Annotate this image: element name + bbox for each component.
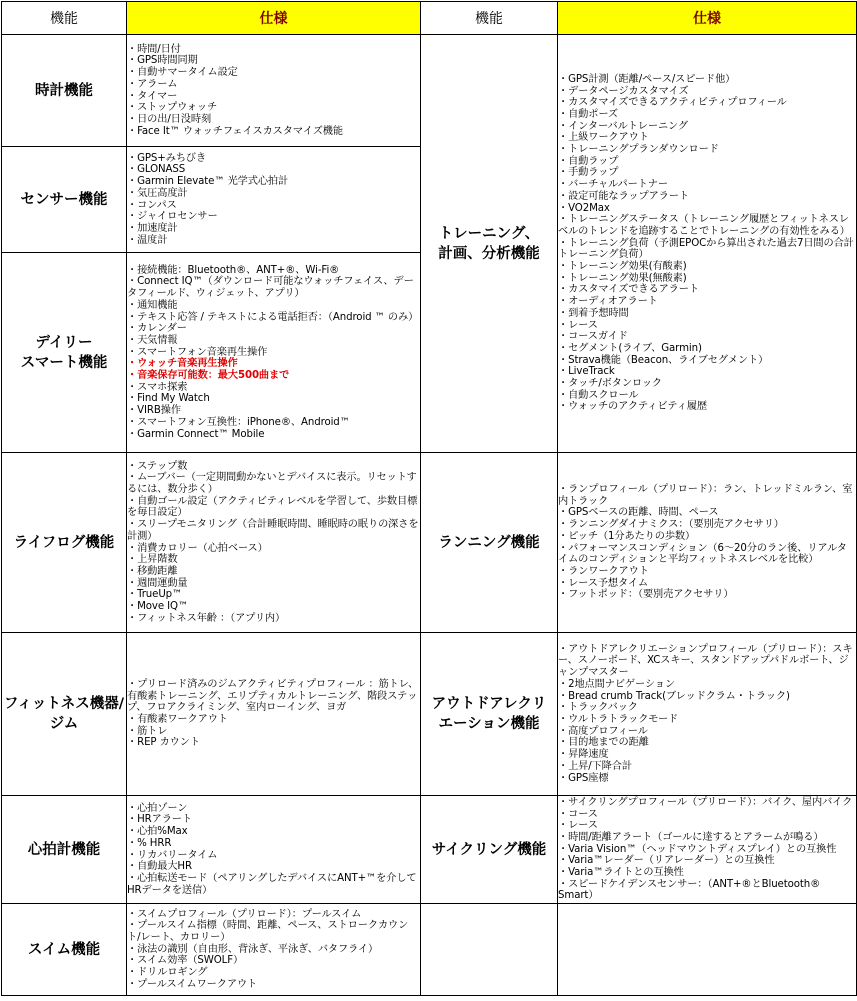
spec-item: ・GPS+みちびき <box>127 152 207 164</box>
header-spec: 仕様 <box>127 2 421 35</box>
feature-name: 心拍計機能 <box>2 796 127 904</box>
spec-item: ・レース <box>558 820 598 832</box>
spec-item: ・GLONASS <box>127 164 186 176</box>
spec-item: ・サイクリングプロフィール（プリロード）：バイク、屋内バイク <box>558 796 853 808</box>
spec-item: ・ウォッチ音楽再生操作 <box>127 358 238 370</box>
spec-item: ・HRアラート <box>127 814 192 826</box>
spec-item: ・トレーニング負荷（予測EPOCから算出された過去7日間の合計トレーニング負荷） <box>558 237 854 261</box>
feature-name: デイリー スマート機能 <box>2 253 127 453</box>
spec-item: ・GPS座標 <box>558 772 609 784</box>
spec-item: ・スピードケイデンスセンサー：（ANT+®とBluetooth® Smart） <box>558 878 821 902</box>
spec-item: ・トレーニング効果(有酸素) <box>558 261 687 273</box>
spec-item: ・トラックバック <box>558 702 638 714</box>
spec-item: ・REP カウント <box>127 737 200 749</box>
spec-item: ・オーディオアラート <box>558 296 658 308</box>
spec-list <box>558 453 857 633</box>
spec-item: ・Connect IQ™（ダウンロード可能なウォッチフェイス、データフィールド、ウィジェット、アプリ） <box>127 276 414 300</box>
spec-item: ・日の出/日没時刻 <box>127 113 212 125</box>
header-feature-2: 機能 <box>421 2 558 35</box>
spec-item: ・スリープモニタリング（合計睡眠時間、睡眠時の眠りの深さを計測） <box>127 519 419 542</box>
spec-list <box>127 147 421 253</box>
spec-item: ・スイムプロフィール（プリロード）：プールスイム <box>127 908 362 920</box>
spec-item: ・ストップウォッチ <box>127 102 218 114</box>
spec-item: ・設定可能なラップアラート <box>558 190 689 202</box>
spec-item: ・ピッチ（1分あたりの歩数） <box>558 530 696 542</box>
spec-item: ・プリロード済みのジムアクティビティプロフィール ：筋トレ、有酸素トレーニング、エリプティカルトレーニング、階段ステップ、フロアクライミング、室内ローイング、ヨガ <box>127 678 419 714</box>
spec-list <box>127 904 421 996</box>
spec-item: ・タッチ/ボタンロック <box>558 378 663 390</box>
spec-item: ・リカバリータイム <box>127 849 218 861</box>
spec-item: ・上昇/下降合計 <box>558 760 632 772</box>
spec-item: ・VO2Max <box>558 202 610 214</box>
spec-item: ・GPSベースの距離、時間、ペース <box>558 507 719 519</box>
spec-item: ・トレーニング効果(無酸素) <box>558 272 687 284</box>
spec-item: ・目的地までの距離 <box>558 737 649 749</box>
spec-list <box>127 633 421 796</box>
spec-list <box>127 35 421 147</box>
spec-list <box>558 796 857 904</box>
spec-item: ・TrueUp™ <box>127 589 183 601</box>
spec-item: ・Varia™ライトとの互換性 <box>558 867 684 879</box>
spec-item: ・昇降速度 <box>558 749 609 761</box>
spec-table <box>1 1 857 996</box>
spec-item: ・心拍%Max <box>127 826 188 838</box>
table-row <box>2 796 857 904</box>
spec-item: ・温度計 <box>127 234 168 246</box>
spec-item: ・自動スクロール <box>558 389 639 401</box>
spec-item: ・スイム効率（SWOLF） <box>127 955 244 967</box>
spec-item: ・移動距離 <box>127 565 178 577</box>
spec-item: ・フットポッド：（要別売アクセサリ） <box>558 589 734 601</box>
spec-item: ・プールスイムワークアウト <box>127 978 258 990</box>
spec-item: ・タイマー <box>127 90 178 102</box>
spec-item: ・時間/距離アラート（ゴールに達するとアラームが鳴る） <box>558 831 824 843</box>
spec-item: ・セグメント(ライブ、Garmin) <box>558 342 702 354</box>
spec-item: ・LiveTrack <box>558 366 615 378</box>
spec-item: ・Move IQ™ <box>127 601 189 613</box>
feature-name: ランニング機能 <box>421 453 558 633</box>
spec-item: ・ムーブバー（一定期間動かないとデバイスに表示。リセットするには、数分歩く） <box>127 472 417 495</box>
spec-item: ・ドリルロギング <box>127 967 208 979</box>
spec-item: ・カレンダー <box>127 323 187 335</box>
spec-item: ・接続機能：Bluetooth®、ANT+®、Wi-Fi® <box>127 264 340 276</box>
feature-name: ライフログ機能 <box>2 453 127 633</box>
spec-item: ・心拍ゾーン <box>127 802 188 814</box>
spec-item: ・アウトドアレクリエーションプロフィール（プリロード）：スキー、スノーボード、XCスキー、スタンドアップパドルボート、ジャンプマスター <box>558 643 853 679</box>
spec-item: ・ランワークアウト <box>558 565 649 577</box>
spec-item: ・アラーム <box>127 78 178 90</box>
spec-item: ・時間/日付 <box>127 43 181 55</box>
spec-item: ・Bread crumb Track(ブレッドクラム・トラック) <box>558 690 790 702</box>
spec-item: ・手動ラップ <box>558 167 619 179</box>
header-feature: 機能 <box>2 2 127 35</box>
spec-item: ・レース予想タイム <box>558 577 649 589</box>
spec-item: ・通知機能 <box>127 299 178 311</box>
spec-item: ・% HRR <box>127 837 172 849</box>
spec-item: ・消費カロリー（心拍ベース） <box>127 542 268 554</box>
table-row <box>2 904 857 996</box>
spec-item: ・天気情報 <box>127 334 178 346</box>
spec-item: ・音楽保存可能数：最大500曲まで <box>127 370 290 382</box>
table-row <box>2 35 857 147</box>
spec-item: ・コンパス <box>127 199 177 211</box>
spec-list <box>558 35 857 453</box>
spec-item: ・2地点間ナビゲーション <box>558 678 675 690</box>
spec-item: ・Face It™ ウォッチフェイスカスタマイズ機能 <box>127 125 343 137</box>
spec-item: ・ウォッチのアクティビティ履歴 <box>558 401 707 413</box>
spec-item: ・トレーニングプランダウンロード <box>558 144 719 156</box>
spec-item: ・スマホ探索 <box>127 381 188 393</box>
spec-item: ・上級ワークアウト <box>558 132 649 144</box>
feature-name: センサー機能 <box>2 147 127 253</box>
empty-cell <box>421 904 558 996</box>
spec-item: ・データページカスタマイズ <box>558 85 689 97</box>
spec-item: ・Garmin Connect™ Mobile <box>127 428 265 440</box>
spec-item: ・GPS計測（距離/ペース/スピード他） <box>558 73 736 85</box>
spec-item: ・気圧高度計 <box>127 187 188 199</box>
spec-item: ・ランニングダイナミクス：（要別売アクセサリ） <box>558 519 784 531</box>
spec-item: ・カスタマイズできるアクティビティプロフィール <box>558 97 787 109</box>
feature-name: フィットネス機器/ ジム <box>2 633 127 796</box>
spec-item: ・カスタマイズできるアラート <box>558 284 699 296</box>
spec-item: ・ジャイロセンサー <box>127 211 218 223</box>
spec-item: ・上昇階数 <box>127 554 178 566</box>
spec-item: ・高度プロフィール <box>558 725 648 737</box>
spec-item: ・Strava機能（Beacon、ライブセグメント） <box>558 354 769 366</box>
spec-item: ・ランプロフィール（プリロード）：ラン、トレッドミルラン、室内トラック <box>558 483 853 507</box>
spec-item: ・コース <box>558 808 598 820</box>
spec-item: ・Varia™レーダー（リアレーダー）との互換性 <box>558 855 775 867</box>
spec-item: ・自動最大HR <box>127 861 192 873</box>
spec-list <box>558 633 857 796</box>
spec-item: ・パフォーマンスコンディション（6〜20分のラン後、リアルタイムのコンディションと平均フィットネスレベルを比較） <box>558 542 847 566</box>
feature-name: トレーニング、 計画、分析機能 <box>421 35 558 453</box>
spec-item: ・スマートフォン互換性：iPhone®、Android™ <box>127 416 350 428</box>
header-row <box>2 2 857 35</box>
spec-item: ・トレーニングステータス（トレーニング履歴とフィットネスレベルのトレンドを追跡することでトレーニングの有効性をみる） <box>558 214 850 237</box>
feature-name: サイクリング機能 <box>421 796 558 904</box>
spec-item: ・心拍転送モード（ペアリングしたデバイスにANT+™を介してHRデータを送信） <box>127 872 417 896</box>
spec-item: ・自動ゴール設定（アクティビティレベルを学習して、歩数目標を毎日設定） <box>127 495 418 519</box>
spec-item: ・Find My Watch <box>127 393 210 405</box>
table-row <box>2 453 857 633</box>
spec-item: ・テキスト応答 / テキストによる電話拒否：（Android ™ のみ） <box>127 311 419 323</box>
feature-name: 時計機能 <box>2 35 127 147</box>
spec-item: ・バーチャルパートナー <box>558 179 668 191</box>
spec-item: ・泳法の識別（自由形、背泳ぎ、平泳ぎ、バタフライ） <box>127 943 379 955</box>
spec-item: ・Garmin Elevate™ 光学式心拍計 <box>127 176 289 188</box>
spec-item: ・Varia Vision™（ヘッドマウントディスプレイ）との互換性 <box>558 843 837 855</box>
spec-item: ・ステップ数 <box>127 460 188 472</box>
spec-item: ・VIRB操作 <box>127 405 181 417</box>
spec-list <box>127 253 421 453</box>
spec-item: ・到着予想時間 <box>558 307 629 319</box>
spec-item: ・自動ラップ <box>558 155 619 167</box>
feature-name: アウトドアレクリ エーション機能 <box>421 633 558 796</box>
header-spec-2: 仕様 <box>558 2 857 35</box>
spec-item: ・フィットネス年齢 ：（アプリ内） <box>127 612 286 624</box>
spec-item: ・スマートフォン音楽再生操作 <box>127 346 268 358</box>
spec-item: ・有酸素ワークアウト <box>127 714 228 725</box>
spec-item: ・自動ポーズ <box>558 108 619 120</box>
spec-item: ・コースガイド <box>558 331 628 343</box>
table-row <box>2 633 857 796</box>
spec-item: ・インターバルトレーニング <box>558 120 689 132</box>
empty-cell <box>558 904 857 996</box>
spec-item: ・加速度計 <box>127 222 178 234</box>
spec-item: ・自動サマータイム設定 <box>127 67 238 79</box>
spec-item: ・週間運動量 <box>127 577 188 589</box>
spec-item: ・GPS時間同期 <box>127 55 198 67</box>
spec-item: ・ウルトラトラックモード <box>558 714 679 725</box>
spec-item: ・レース <box>558 319 598 331</box>
feature-name: スイム機能 <box>2 904 127 996</box>
spec-list <box>127 453 421 633</box>
spec-item: ・筋トレ <box>127 725 168 737</box>
spec-item: ・プールスイム指標（時間、距離、ペース、ストロークカウント/レート、カロリー） <box>127 920 409 943</box>
spec-list <box>127 796 421 904</box>
